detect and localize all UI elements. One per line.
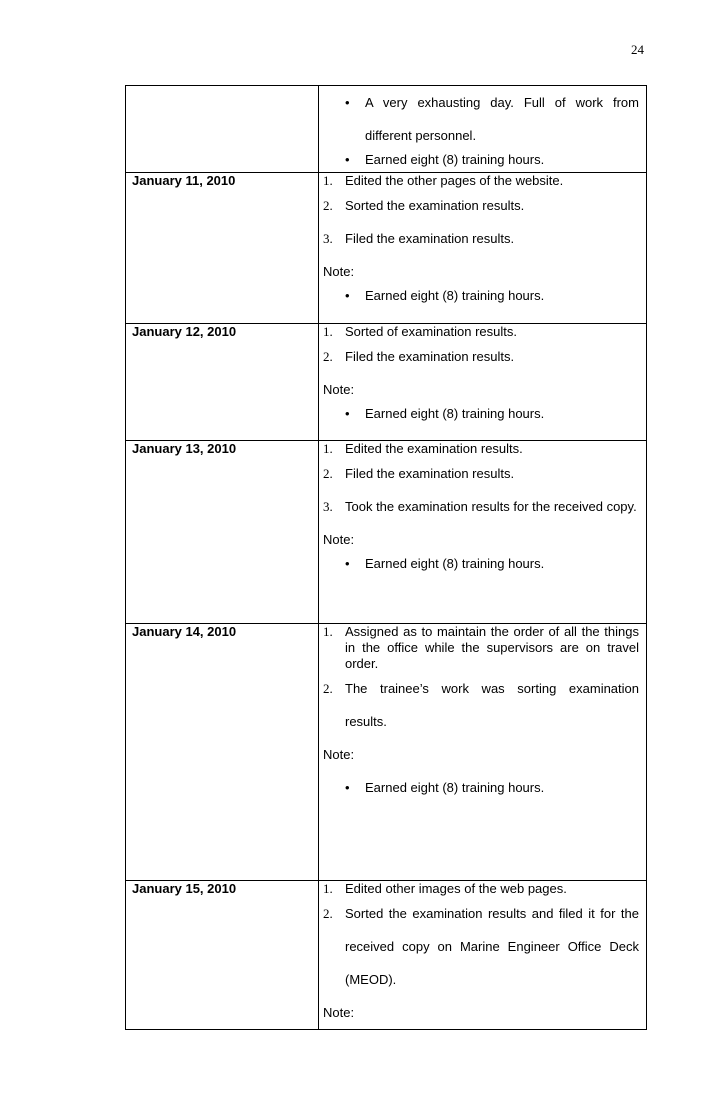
numbered-item — [323, 897, 639, 996]
log-date: January 12, 2010 — [126, 324, 319, 441]
note-label: Note: — [323, 264, 355, 279]
log-activities — [319, 624, 647, 881]
log-activities — [319, 86, 647, 173]
training-log-table — [125, 85, 647, 1030]
bullet-text: Earned eight (8) training hours. — [365, 556, 545, 571]
numbered-item — [323, 441, 639, 457]
numbered-item — [323, 173, 639, 189]
log-date — [126, 86, 319, 173]
item-number: 1. — [323, 173, 333, 188]
log-row — [126, 441, 647, 624]
item-number: 1. — [323, 324, 333, 339]
log-row — [126, 881, 647, 1030]
item-number: 2. — [323, 466, 333, 481]
log-activities — [319, 441, 647, 624]
item-number: 2. — [323, 906, 333, 921]
note-label: Note: — [323, 382, 355, 397]
numbered-item — [323, 457, 639, 490]
numbered-item — [323, 189, 639, 222]
item-text: Edited other images of the web pages. — [345, 881, 567, 896]
log-row — [126, 324, 647, 441]
numbered-item — [323, 624, 639, 672]
item-number: 2. — [323, 349, 333, 364]
item-number: 1. — [323, 881, 333, 896]
bullet-icon: • — [345, 95, 350, 110]
note-label: Note: — [323, 747, 355, 762]
log-row — [126, 624, 647, 881]
bullet-icon: • — [345, 556, 350, 571]
log-date: January 15, 2010 — [126, 881, 319, 1030]
bullet-text: Earned eight (8) training hours. — [365, 780, 545, 795]
item-text: Sorted of examination results. — [345, 324, 517, 339]
log-date: January 14, 2010 — [126, 624, 319, 881]
page-number: 24 — [631, 42, 644, 57]
numbered-item — [323, 490, 639, 523]
numbered-item — [323, 672, 639, 738]
bullet-item — [323, 771, 639, 804]
log-activities — [319, 324, 647, 441]
item-number: 2. — [323, 681, 333, 696]
training-log-body — [126, 86, 647, 1030]
numbered-item — [323, 340, 639, 373]
item-number: 3. — [323, 499, 333, 514]
note-label: Note: — [323, 1005, 355, 1020]
item-text: Filed the examination results. — [345, 231, 515, 246]
item-text: Filed the examination results. — [345, 466, 515, 481]
item-text: Edited the examination results. — [345, 441, 523, 456]
bullet-item — [323, 556, 639, 572]
log-date: January 13, 2010 — [126, 441, 319, 624]
bullet-text: A very exhausting day. Full of work from different personnel. — [365, 95, 639, 143]
item-number: 2. — [323, 198, 333, 213]
bullet-icon: • — [345, 288, 350, 303]
item-text: Assigned as to maintain the order of all the things in the office while the supervisors are on travel order. — [345, 624, 639, 671]
bullet-item — [323, 406, 639, 422]
item-text: Edited the other pages of the website. — [345, 173, 564, 188]
log-activities — [319, 173, 647, 324]
numbered-item — [323, 324, 639, 340]
log-date: January 11, 2010 — [126, 173, 319, 324]
bullet-icon: • — [345, 152, 350, 167]
item-text: Took the examination results for the received copy. — [345, 499, 637, 514]
item-text: The trainee’s work was sorting examination results. — [345, 681, 639, 729]
bullet-item — [323, 152, 639, 168]
bullet-icon: • — [345, 406, 350, 421]
note-label: Note: — [323, 532, 355, 547]
log-row — [126, 173, 647, 324]
item-number: 1. — [323, 441, 333, 456]
bullet-text: Earned eight (8) training hours. — [365, 288, 545, 303]
log-row — [126, 86, 647, 173]
item-number: 1. — [323, 624, 333, 639]
bullet-item — [323, 288, 639, 304]
numbered-item — [323, 881, 639, 897]
bullet-icon: • — [345, 780, 350, 795]
bullet-text: Earned eight (8) training hours. — [365, 406, 545, 421]
item-text: Sorted the examination results. — [345, 198, 525, 213]
log-activities — [319, 881, 647, 1030]
numbered-item — [323, 222, 639, 255]
bullet-text: Earned eight (8) training hours. — [365, 152, 545, 167]
item-text: Filed the examination results. — [345, 349, 515, 364]
item-text: Sorted the examination results and filed it for the received copy on Marine Engineer Office Deck (MEOD). — [345, 906, 639, 987]
bullet-item — [323, 86, 639, 152]
item-number: 3. — [323, 231, 333, 246]
